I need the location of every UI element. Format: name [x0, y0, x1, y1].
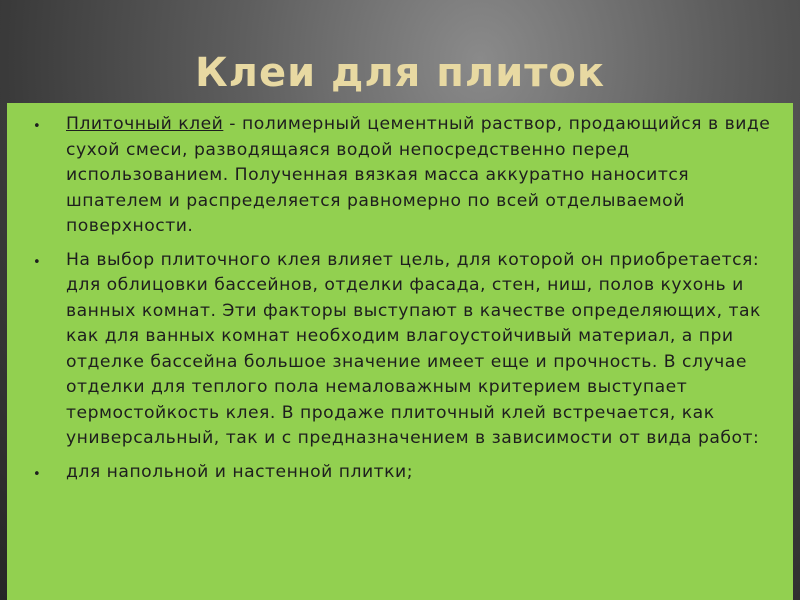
bullet-icon: •	[33, 119, 42, 134]
slide-title: Клеи для плиток	[194, 50, 606, 96]
bullet-item-definition	[33, 112, 773, 240]
bullet-item-selection	[33, 248, 773, 452]
bullet-icon: •	[33, 466, 42, 482]
bullet-icon: •	[33, 254, 42, 270]
selection-text: На выбор плиточного клея влияет цель, для которой он приобретается: для облицовки бассейнов, отделки фасада, стен, ниш, полов кухонь и ванных комнат. Эти факторы выступают в качестве определяющих, так как для ванных комнат необходим влагоустойчивый материал, а при отделке бассейна большое значение имеет еще и прочность. В случае отделки для теплого пола немаловажным критерием выступает термостойкость клея. В продаже плиточный клей встречается, как универсальный, так и с предназначением в зависимости от вида работ:	[66, 249, 761, 448]
bullet-item-floor-wall	[33, 460, 773, 486]
definition-text: - полимерный цементный раствор, продающийся в виде сухой смеси, разводящаяся водой непосредственно перед использованием. Полученная вязкая масса аккуратно наносится шпателем и распределяется равномерно по всей отделываемой поверхности.	[66, 114, 771, 236]
bullet-list	[33, 112, 773, 485]
content-panel	[7, 103, 793, 600]
floor-wall-text: для напольной и настенной плитки;	[66, 461, 414, 482]
term-tile-adhesive: Плиточный клей	[66, 114, 224, 134]
